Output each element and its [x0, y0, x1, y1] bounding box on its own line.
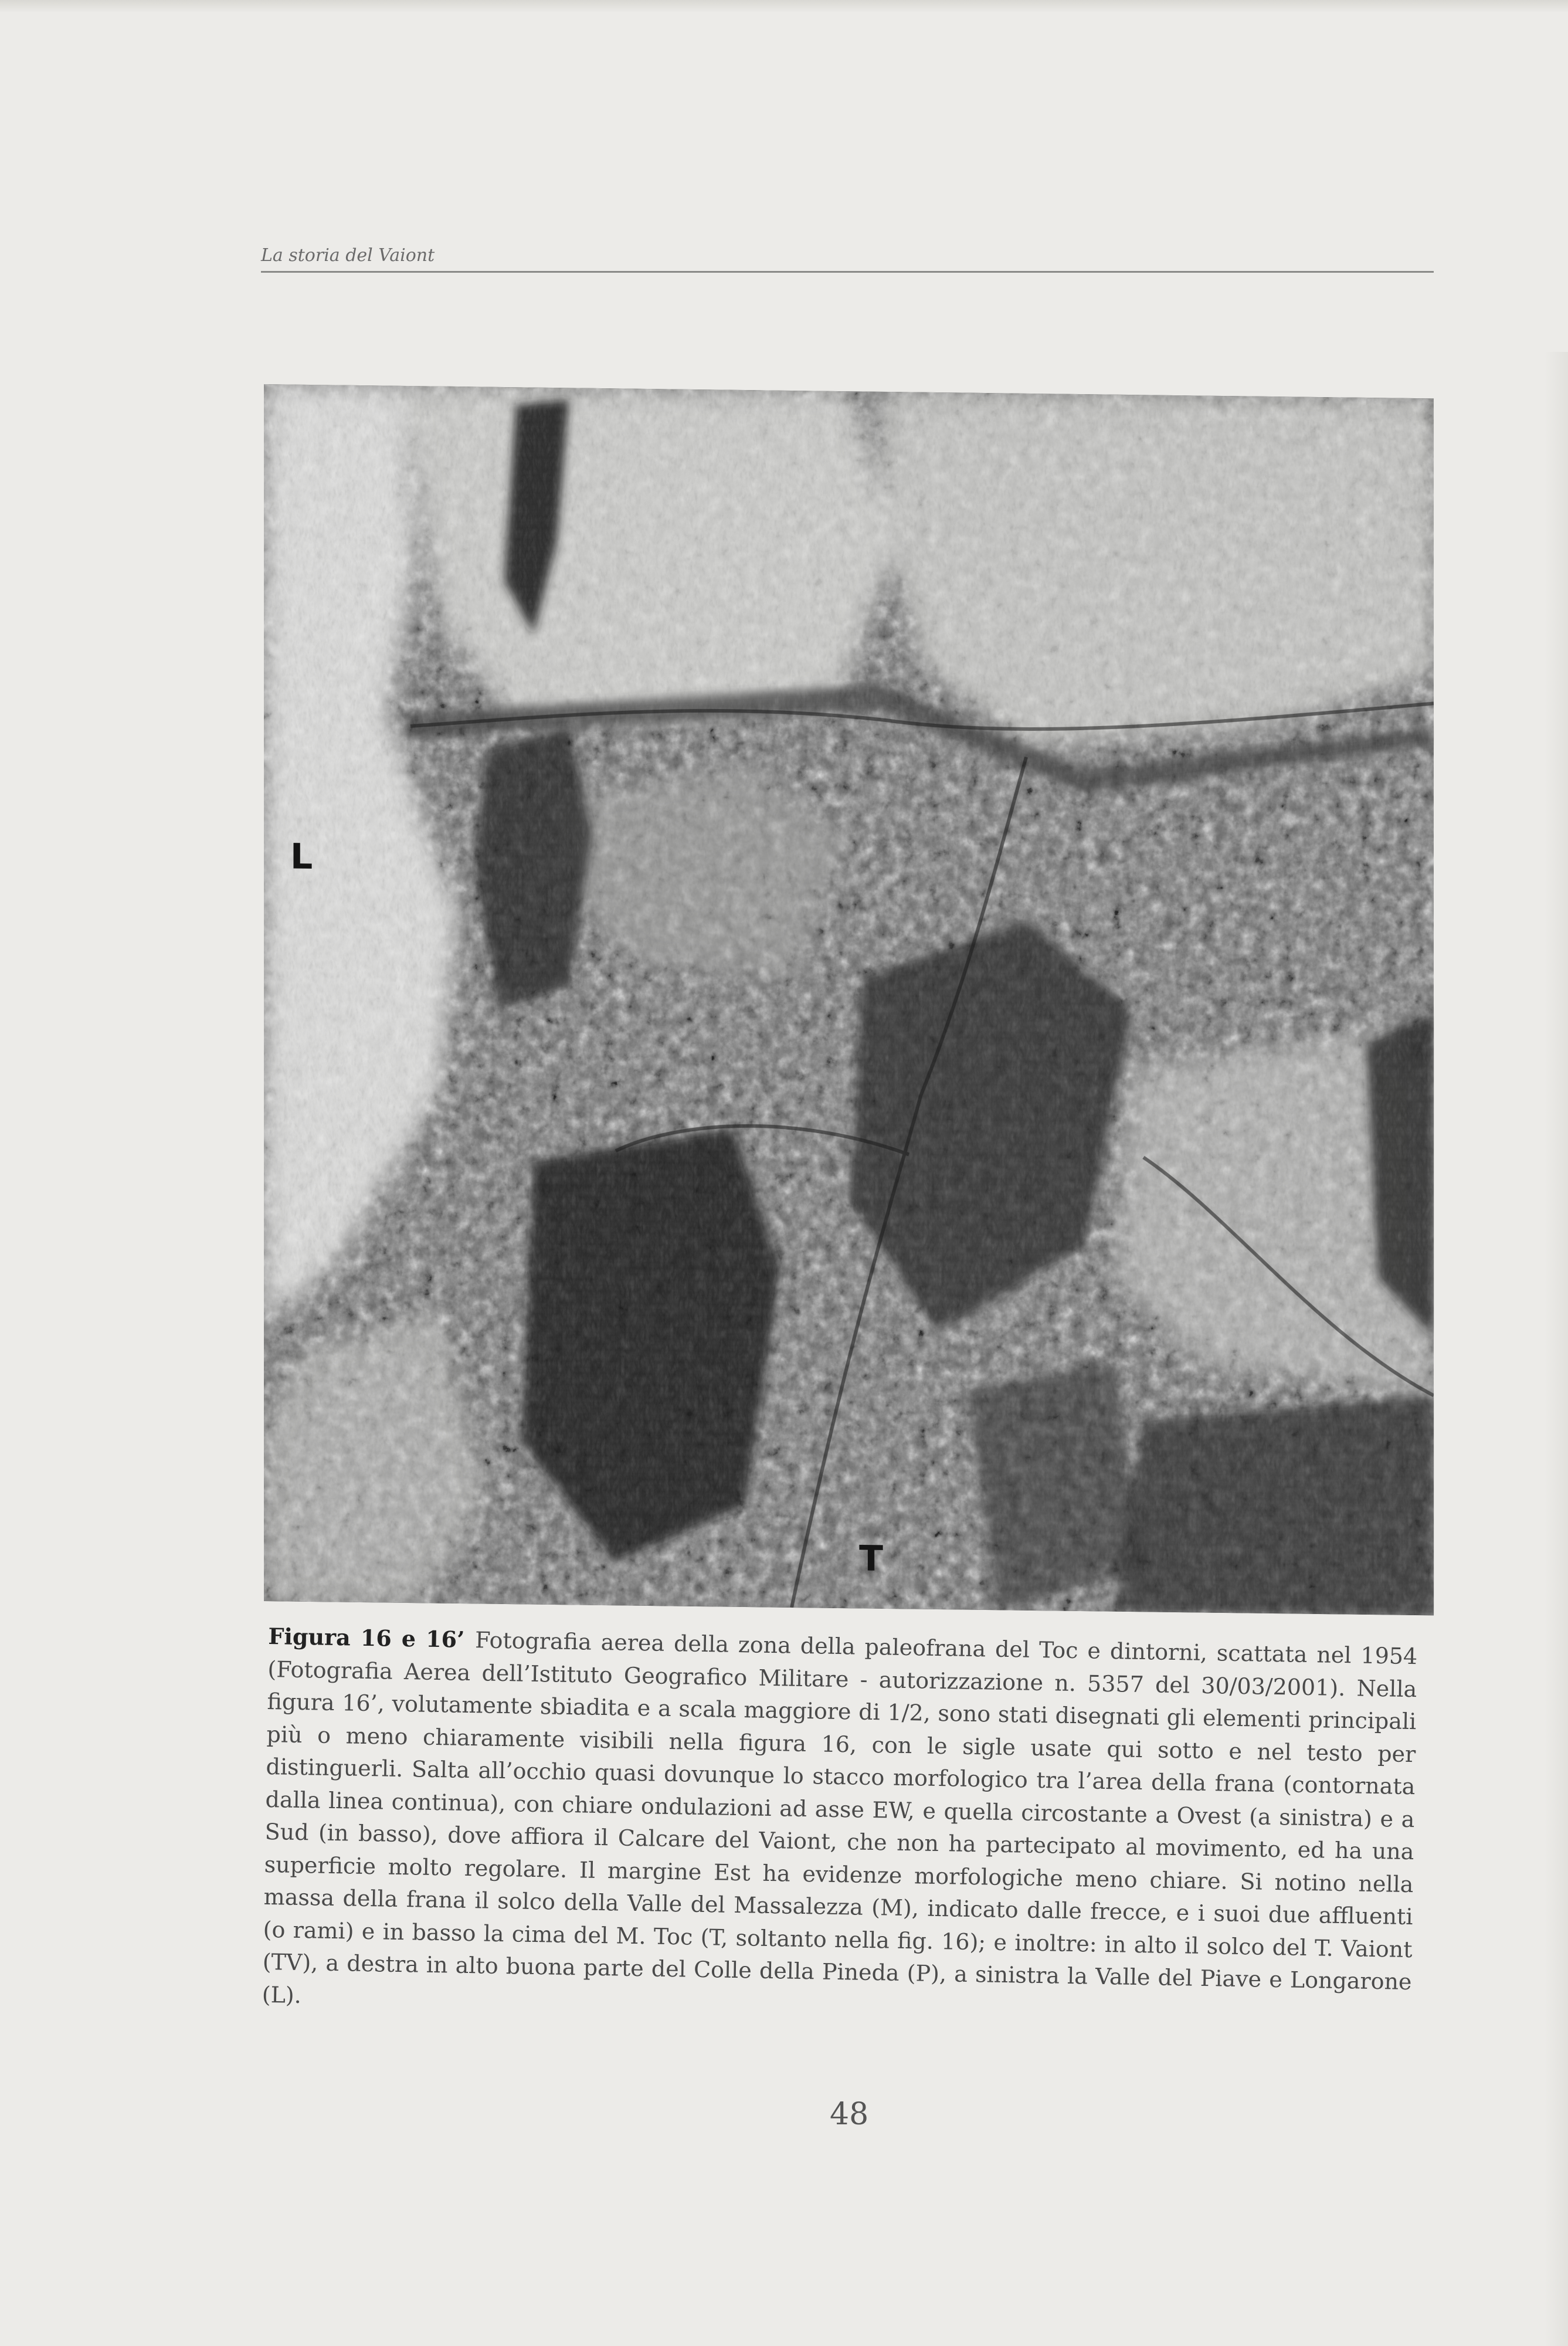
caption-text: Fotografia aerea della zona della paleofrana del Toc e dintorni, scattata nel 1954 (Fotografia Aerea dell’Istituto Geografico Militare - autorizzazione n. 5357 del 30/03/2001). Nella figura 16’, volutamente sbiadita e a scala maggiore di 1/2, sono stati disegnati gli elementi principali più o meno chiaramente visibili nella figura 16, con le sigle usate qui sotto e nel testo per distinguerli. Salta all’occhio quasi dovunque lo stacco morfologico tra l’area della frana (contornata dalla linea continua), con chiare ondulazioni ad asse EW, e quella circostante a Ovest (a sinistra) e a Sud (in basso), dove affiora il Calcare del Vaiont, che non ha partecipato al movimento, ed ha una superficie molto regolare. Il margine Est ha evidenze morfologiche meno chiare. Si notino nella massa della frana il solco della Valle del Massalezza (M), indicato dalle frecce, e i suoi due affluenti (o rami) e in basso la cima del M. Toc (T, soltanto nella fig. 16); e inoltre: in alto il solco del T. Vaiont (TV), a destra in alto buona parte del Colle della Pineda (P), a sinistra la Valle del Piave e Longarone (L). — [262, 1627, 1418, 2008]
page-top-edge — [0, 0, 1568, 13]
photo-label-t: T — [859, 1538, 883, 1579]
header-rule — [261, 271, 1434, 273]
photo-label-l: L — [290, 836, 313, 878]
page-number: 48 — [830, 2097, 869, 2132]
page-right-edge — [1545, 352, 1568, 2346]
aerial-photograph — [264, 384, 1434, 1615]
caption-lead: Figura 16 e 16’ — [268, 1622, 465, 1653]
running-header: La storia del Vaiont — [261, 245, 435, 266]
figure-caption — [262, 1620, 1417, 2031]
